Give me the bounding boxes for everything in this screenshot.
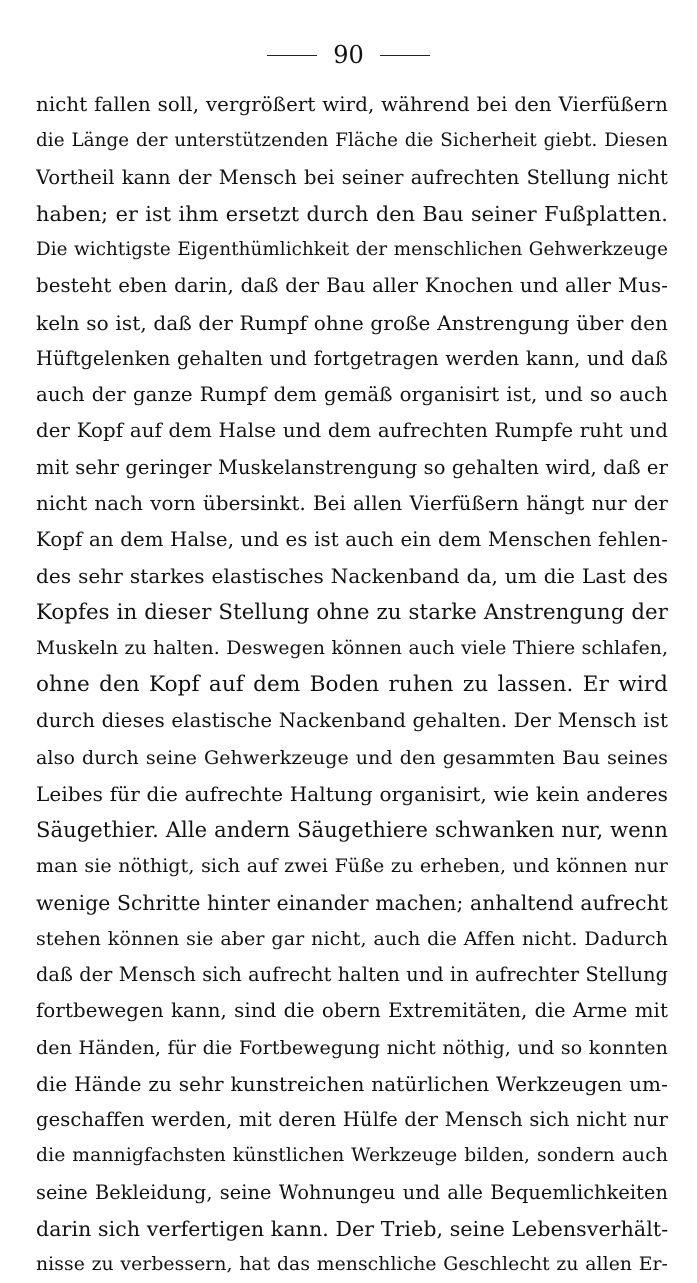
- text-line: auch der ganze Rumpf dem gemäß organisirt ist, und so auch: [36, 383, 668, 406]
- text-line: seine Bekleidung, seine Wohnungeu und alle Bequemlichkeiten: [36, 1180, 668, 1204]
- text-line: wenige Schritte hinter einander machen; anhaltend aufrecht: [36, 890, 668, 915]
- page-number: 90: [333, 41, 364, 69]
- text-line: darin sich verfertigen kann. Der Trieb, seine Lebensverhält-: [36, 1216, 668, 1241]
- text-line: Vortheil kann der Mensch bei seiner aufrechten Stellung nicht: [36, 165, 668, 189]
- page-header: [0, 38, 697, 72]
- body-text: [36, 87, 668, 1283]
- text-line: die Hände zu sehr kunstreichen natürlichen Werkzeugen um-: [36, 1071, 668, 1096]
- text-line: Die wichtigste Eigenthümlichkeit der menschlichen Gehwerkzeuge: [36, 239, 668, 260]
- text-line: man sie nöthigt, sich auf zwei Füße zu erheben, und können nur: [36, 855, 668, 878]
- text-line: Kopfes in dieser Stellung ohne zu starke Anstrengung der: [36, 599, 668, 625]
- text-line: Muskeln zu halten. Deswegen können auch viele Thiere schlafen,: [36, 637, 668, 659]
- text-line: Hüftgelenken gehalten und fortgetragen werden kann, und daß: [36, 346, 668, 370]
- text-line: ohne den Kopf auf dem Boden ruhen zu lassen. Er wird: [36, 672, 668, 697]
- text-line: geschaffen werden, mit deren Hülfe der Mensch sich nicht nur: [36, 1108, 668, 1131]
- header-rule-left: [267, 55, 317, 56]
- text-line: durch dieses elastische Nackenband gehalten. Der Mensch ist: [36, 709, 668, 733]
- text-line: besteht eben darin, daß der Bau aller Knochen und aller Mus-: [36, 274, 668, 298]
- text-line: haben; er ist ihm ersetzt durch den Bau seiner Fußplatten.: [36, 201, 668, 226]
- text-line: stehen können sie aber gar nicht, auch die Affen nicht. Dadurch: [36, 927, 668, 950]
- text-line: nicht fallen soll, vergrößert wird, während bei den Vierfüßern: [36, 93, 668, 116]
- text-line: die mannigfachsten künstlichen Werkzeuge bilden, sondern auch: [36, 1145, 668, 1167]
- text-line: mit sehr geringer Muskelanstrengung so gehalten wird, daß er: [36, 455, 668, 479]
- text-line: Leibes für die aufrechte Haltung organisirt, wie kein anderes: [36, 781, 668, 806]
- header-rule-right: [380, 55, 430, 56]
- text-line: den Händen, für die Fortbewegung nicht nöthig, und so konnten: [36, 1036, 668, 1059]
- text-line: Säugethier. Alle andern Säugethiere schwanken nur, wenn: [36, 818, 668, 842]
- text-line: daß der Mensch sich aufrecht halten und in aufrechter Stellung: [36, 963, 668, 986]
- text-line: nicht nach vorn übersinkt. Bei allen Vierfüßern hängt nur der: [36, 491, 668, 515]
- text-line: der Kopf auf dem Halse und dem aufrechten Rumpfe ruht und: [36, 419, 668, 443]
- text-line: nisse zu verbessern, hat das menschliche Geschlecht zu allen Er-: [36, 1254, 668, 1275]
- text-line: fortbewegen kann, sind die obern Extremitäten, die Arme mit: [36, 999, 668, 1023]
- text-line: also durch seine Gehwerkzeuge und den gesammten Bau seines: [36, 746, 668, 769]
- text-line: die Länge der unterstützenden Fläche die Sicherheit giebt. Diesen: [36, 130, 668, 152]
- text-line: keln so ist, daß der Rumpf ohne große Anstrengung über den: [36, 310, 668, 335]
- text-line: des sehr starkes elastisches Nackenband da, um die Last des: [36, 564, 668, 589]
- text-line: Kopf an dem Halse, und es ist auch ein dem Menschen fehlen-: [36, 528, 668, 551]
